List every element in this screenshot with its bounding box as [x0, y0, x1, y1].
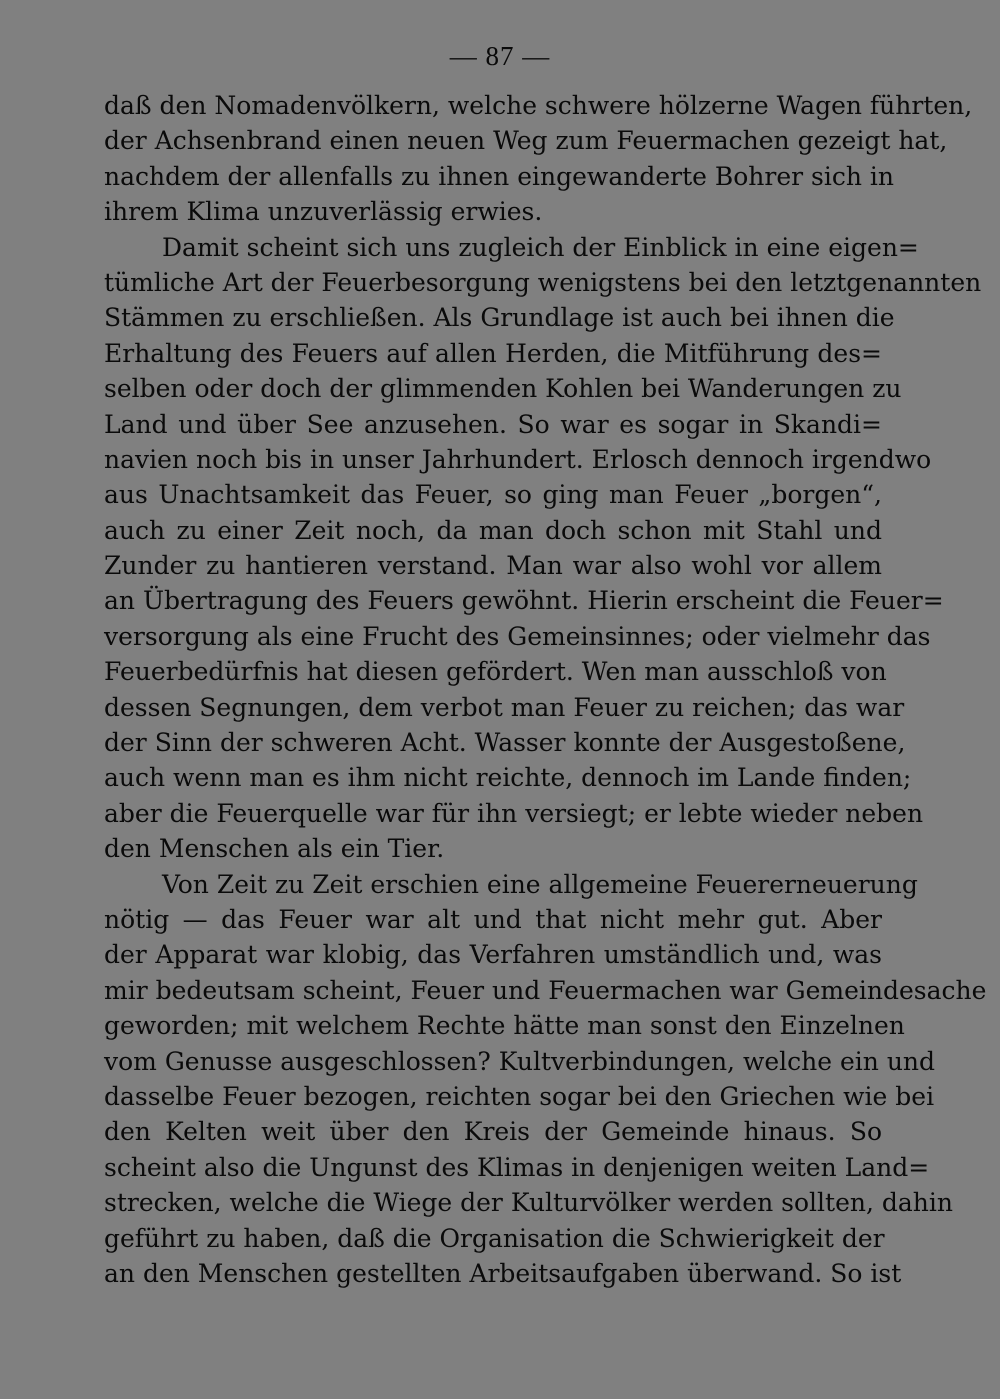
- text-line: geführt zu haben, daß die Organisation die Schwierigkeit der: [104, 1223, 885, 1253]
- text-line: ihrem Klima unzuverlässig erwies.: [104, 197, 543, 227]
- text-line: vom Genusse ausgeschlossen? Kultverbindungen, welche ein und: [104, 1046, 936, 1076]
- text-line: an den Menschen gestellten Arbeitsaufgaben überwand. So ist: [104, 1258, 902, 1288]
- text-line: aus Unachtsamkeit das Feuer, so ging man Feuer „borgen“,: [104, 480, 882, 510]
- text-line: aber die Feuerquelle war für ihn versiegt; er lebte wieder neben: [104, 798, 924, 828]
- text-line: Von Zeit zu Zeit erschien eine allgemeine Feuererneuerung: [162, 869, 918, 899]
- text-line: scheint also die Ungunst des Klimas in denjenigen weiten Land=: [104, 1152, 930, 1182]
- text-line: auch zu einer Zeit noch, da man doch schon mit Stahl und: [104, 515, 882, 545]
- text-line: der Apparat war klobig, das Verfahren umständlich und, was: [104, 940, 882, 970]
- text-line: nachdem der allenfalls zu ihnen eingewanderte Bohrer sich in: [104, 161, 895, 191]
- text-line: Land und über See anzusehen. So war es sogar in Skandi=: [104, 409, 882, 439]
- text-line: tümliche Art der Feuerbesorgung wenigstens bei den letztgenannten: [104, 267, 982, 297]
- text-line: nötig — das Feuer war alt und that nicht mehr gut. Aber: [104, 904, 882, 934]
- text-line: dasselbe Feuer bezogen, reichten sogar bei den Griechen wie bei: [104, 1081, 935, 1111]
- text-line: navien noch bis in unser Jahrhundert. Erlosch dennoch irgendwo: [104, 444, 932, 474]
- text-line: Stämmen zu erschließen. Als Grundlage ist auch bei ihnen die: [104, 303, 895, 333]
- text-line: Feuerbedürfnis hat diesen gefördert. Wen man ausschloß von: [104, 657, 887, 687]
- text-line: auch wenn man es ihm nicht reichte, dennoch im Lande finden;: [104, 763, 912, 793]
- text-line: daß den Nomadenvölkern, welche schwere hölzerne Wagen führten,: [104, 91, 973, 120]
- text-line: strecken, welche die Wiege der Kulturvölker werden sollten, dahin: [104, 1188, 953, 1218]
- text-line: selben oder doch der glimmenden Kohlen bei Wanderungen zu: [104, 374, 902, 404]
- page-number: — 87 —: [449, 41, 551, 71]
- text-line: Erhaltung des Feuers auf allen Herden, die Mitführung des=: [104, 338, 882, 368]
- text-line: geworden; mit welchem Rechte hätte man sonst den Einzelnen: [104, 1011, 905, 1041]
- text-line: dessen Segnungen, dem verbot man Feuer zu reichen; das war: [104, 692, 905, 722]
- text-line: mir bedeutsam scheint, Feuer und Feuermachen war Gemeindesache: [104, 975, 987, 1005]
- body-text: [104, 88, 987, 1291]
- text-line: den Menschen als ein Tier.: [104, 834, 445, 864]
- text-line: Damit scheint sich uns zugleich der Einblick in eine eigen=: [162, 232, 919, 262]
- text-line: Zunder zu hantieren verstand. Man war also wohl vor allem: [104, 551, 882, 581]
- text-line: den Kelten weit über den Kreis der Gemeinde hinaus. So: [104, 1117, 882, 1147]
- text-line: der Sinn der schweren Acht. Wasser konnte der Ausgestoßene,: [104, 728, 906, 758]
- text-line: versorgung als eine Frucht des Gemeinsinnes; oder vielmehr das: [104, 621, 931, 651]
- text-line: der Achsenbrand einen neuen Weg zum Feuermachen gezeigt hat,: [104, 126, 948, 156]
- text-line: an Übertragung des Feuers gewöhnt. Hierin erscheint die Feuer=: [104, 586, 944, 616]
